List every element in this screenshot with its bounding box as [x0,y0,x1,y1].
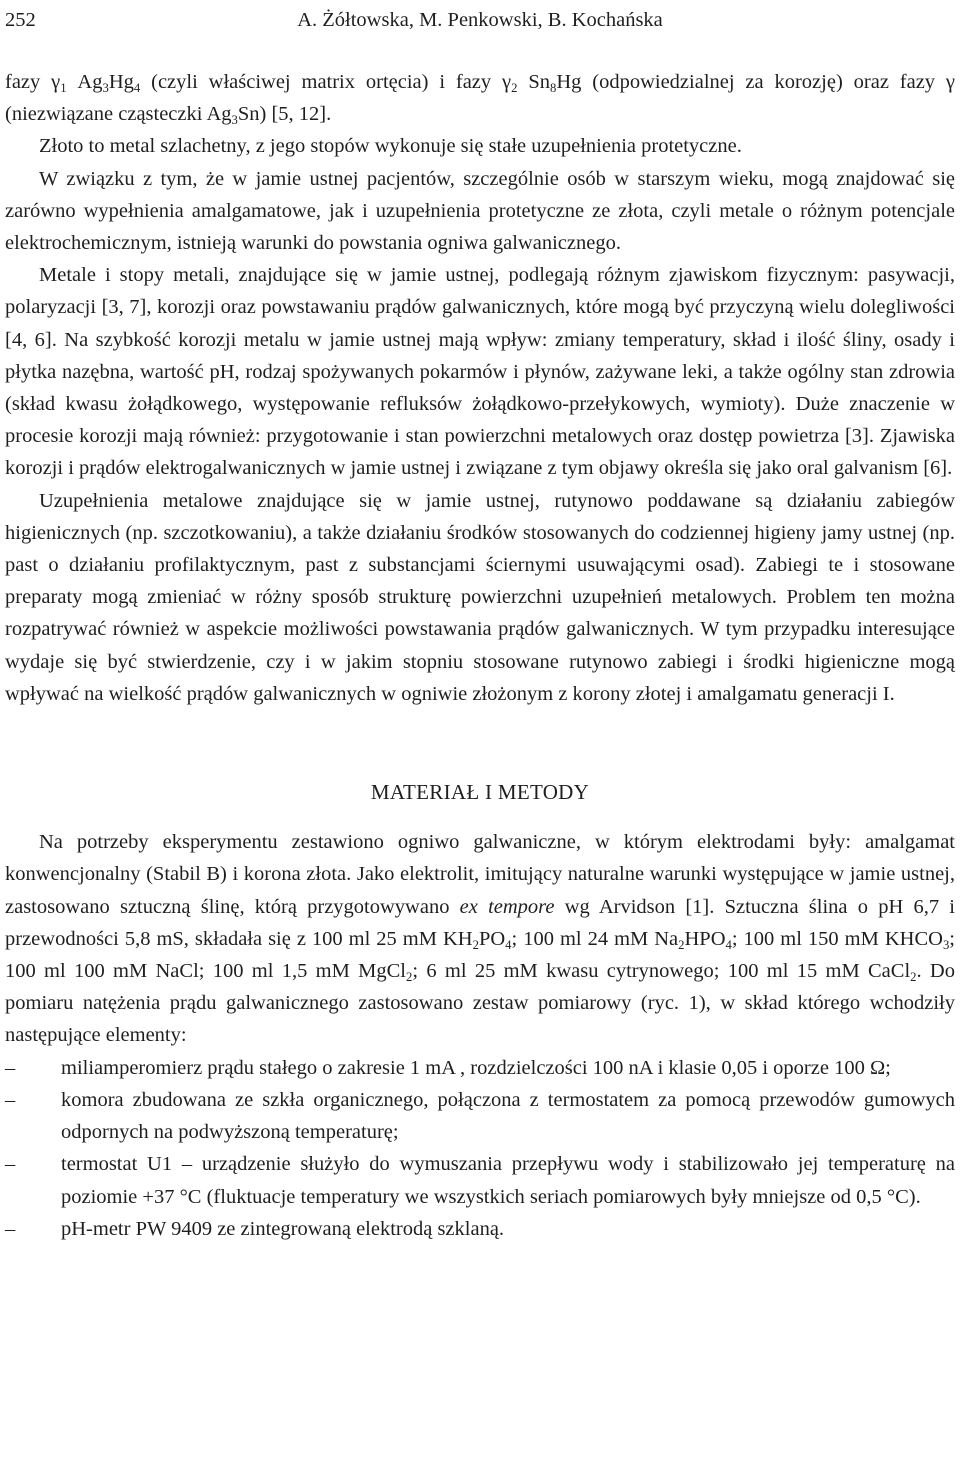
paragraph-galvanic-cell: W związku z tym, że w jamie ustnej pacjentów, szczególnie osób w starszym wieku, mogą znajdować się zarówno wypełnienia amalgamatowe, jak i uzupełnienia protetyczne ze złota, czyli metale o różnym potencjale elektrochemicznym, istnieją warunki do powstania ogniwa galwanicznego. [5,167,955,255]
list-dash: – [5,1153,16,1176]
list-dash: – [5,1217,16,1240]
list-item: – termostat U1 – urządzenie służyło do wymuszania przepływu wody i stabilizowało jej temperaturę na poziomie +37 °C (fluktuacje temperatury we wszystkich seriach pomiarowych były mniejsze od 0,5 °C). [5,1148,955,1212]
paragraph-phases: fazy $\gamma_1$ $Ag_3Hg_4$ (czyli właściwej matrix ortęcia) i fazy $\gamma_2$ $Sn_8Hg$ (odpowiedzialnej za korozję) oraz fazy γ (niezwiązane cząsteczki $Ag_3Sn$) [5, 12]. [5,71,955,128]
paragraph-corrosion: Metale i stopy metali, znajdujące się w jamie ustnej, podlegają różnym zjawiskom fizycznym: pasywacji, polaryzacji [3, 7], korozji oraz powstawaniu prądów galwanicznych, które mogą być przyczyną wielu dolegliwości [4, 6]. Na szybkość korozji metalu w jamie ustnej mają wpływ: zmiany temperatury, skład i ilość śliny, osady i płytka nazębna, wartość pH, rodzaj spożywanych pokarmów i płynów, zażywane leki, a także ogólny stan zdrowia (skład kwasu żołądkowego, występowanie refluksów żołądkowo-przełykowych, wymioty). Duże znaczenie w procesie korozji mają również: przygotowanie i stan powierzchni metalowych oraz dostęp powietrza [3]. Zjawiska korozji i prądów elektrogalwanicznych w jamie ustnej i związane z tym objawy określa się jako oral galvanism [6]. [5,264,955,480]
header-authors: A. Żółtowska, M. Penkowski, B. Kochańska [297,9,663,31]
page-number: 252 [5,9,36,31]
list-item: – pH-metr PW 9409 ze zintegrowaną elektrodą szklaną. [5,1213,955,1245]
running-header [5,4,955,36]
equipment-list [5,1052,955,1245]
section-heading: MATERIAŁ I METODY [370,780,590,805]
paragraph-hygiene: Uzupełnienia metalowe znajdujące się w jamie ustnej, rutynowo poddawane są działaniu zabiegów higienicznych (np. szczotkowaniu), a także działaniu środków stosowanych do codziennej higieny jamy ustnej (np. past o działaniu profilaktycznym, past z substancjami ściernymi usuwającymi osad). Zabiegi te i stosowane preparaty mogą zmieniać w różny sposób strukturę powierzchni uzupełnień metalowych. Problem ten można rozpatrywać również w aspekcie możliwości powstawania prądów galwanicznych. W tym przypadku interesujące wydaje się być stwierdzenie, czy i w jakim stopniu stosowane rutynowo zabiegi i środki higieniczne mogą wpływać na wielkość prądów galwanicznych w ogniwie złożonym z korony złotej i amalgamatu generacji I. [5,489,955,705]
list-item: – komora zbudowana ze szkła organicznego, połączona z termostatem za pomocą przewodów gumowych odpornych na podwyższoną temperaturę; [5,1084,955,1148]
list-item: – miliamperomierz prądu stałego o zakresie 1 mA , rozdzielczości 100 nA i klasie 0,05 i oporze 100 Ω; [5,1052,955,1084]
article-body [5,66,955,1245]
paragraph-gold: Złoto to metal szlachetny, z jego stopów wykonuje się stałe uzupełnienia protetyczne. [39,135,742,158]
paragraph-methods: Na potrzeby eksperymentu zestawiono ogniwo galwaniczne, w którym elektrodami były: amalgamat konwencjonalny (Stabil B) i korona złota. Jako elektrolit, imitujący naturalne warunki występujące w jamie ustnej, zastosowano sztuczną ślinę, którą przygotowywano ex tempore wg Arvidson [1]. Sztuczna ślina o pH 6,7 i przewodności 5,8 mS, składała się z 100 ml 25 mM $KH_2PO_4$; 100 ml 24 mM $Na_2HPO_4$; 100 ml 150 mM $KHCO_3$; 100 ml 100 mM NaCl; 100 ml 1,5 mM MgCl$_2$; 6 ml 25 mM kwasu cytrynowego; 100 ml 15 mM CaCl$_2$. Do pomiaru natężenia prądu galwanicznego zastosowano zestaw pomiarowy (ryc. 1), w skład którego wchodziły następujące elementy: [5,831,955,1047]
list-dash: – [5,1056,16,1079]
list-dash: – [5,1088,16,1111]
